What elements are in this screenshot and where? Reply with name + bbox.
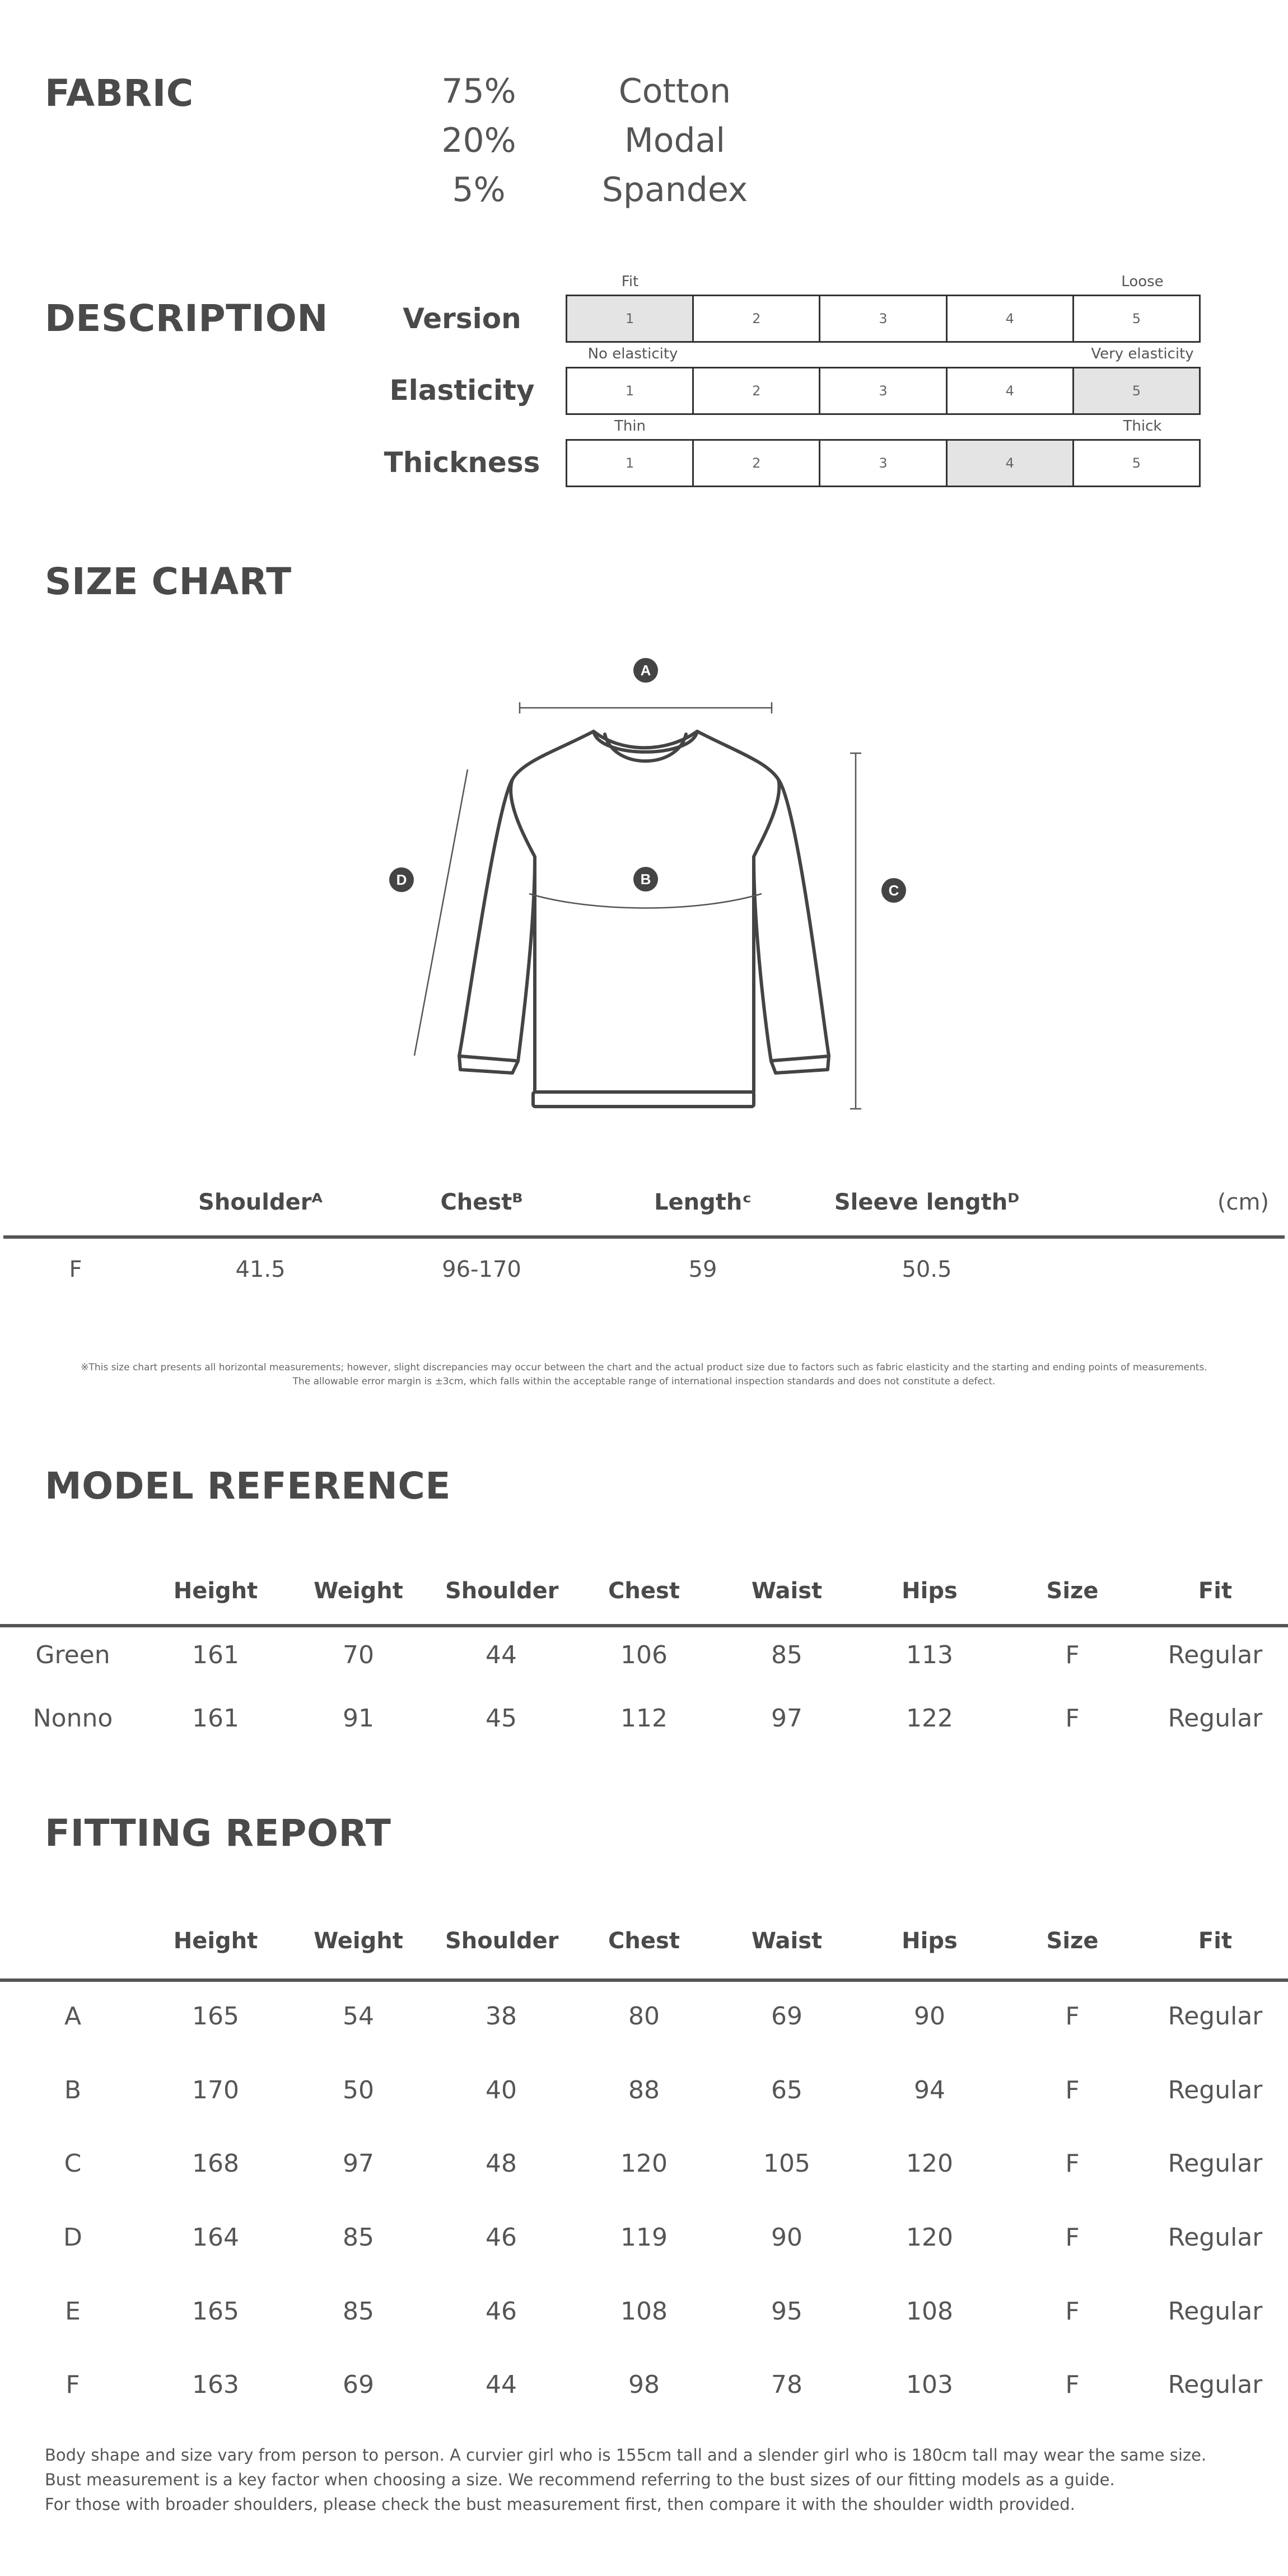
model-value: Regular bbox=[1168, 1641, 1263, 1669]
fitting-value: 164 bbox=[192, 2223, 239, 2252]
fitting-value: 165 bbox=[192, 2297, 239, 2326]
fitting-value: 168 bbox=[192, 2149, 239, 2178]
scale-cell: 1 bbox=[567, 368, 694, 413]
version-scale bbox=[566, 295, 1201, 343]
scale-cell: 3 bbox=[820, 296, 947, 341]
scale-cell: 2 bbox=[694, 368, 820, 413]
fabric-item bbox=[0, 121, 1288, 170]
fitting-value: 170 bbox=[192, 2076, 239, 2104]
model-header: Fit bbox=[1198, 1578, 1233, 1604]
fitting-header: Chest bbox=[608, 1928, 680, 1954]
fabric-material: Spandex bbox=[601, 170, 748, 209]
fitting-value: 98 bbox=[628, 2370, 660, 2399]
elasticity-label: Elasticity bbox=[389, 374, 535, 407]
scale-cell: 4 bbox=[948, 296, 1074, 341]
scale-cell: 2 bbox=[694, 296, 820, 341]
model-name: Nonno bbox=[32, 1704, 113, 1733]
fitting-value: Regular bbox=[1168, 2297, 1263, 2326]
fitting-value: 120 bbox=[906, 2223, 953, 2252]
fabric-title: FABRIC bbox=[45, 72, 194, 115]
model-header: Weight bbox=[314, 1578, 403, 1604]
fitting-value: 85 bbox=[343, 2223, 374, 2252]
scale-cell-selected: 1 bbox=[567, 296, 694, 341]
scale-cell: 2 bbox=[694, 441, 820, 486]
size-header-shoulder: Shoulderᴬ bbox=[198, 1189, 323, 1215]
fitting-value: F bbox=[1065, 2370, 1080, 2399]
model-header: Hips bbox=[902, 1578, 958, 1604]
size-value: 41.5 bbox=[235, 1257, 286, 1282]
scale-right-label: Loose bbox=[1121, 273, 1164, 290]
fitting-value: 85 bbox=[343, 2297, 374, 2326]
fitting-value: 80 bbox=[628, 2002, 660, 2031]
model-reference-title: MODEL REFERENCE bbox=[45, 1464, 451, 1508]
fitting-value: 97 bbox=[343, 2149, 374, 2178]
sweater-diagram bbox=[0, 638, 1288, 1131]
fitting-value: 165 bbox=[192, 2002, 239, 2031]
fitting-value: 95 bbox=[771, 2297, 802, 2326]
size-chart-title: SIZE CHART bbox=[45, 560, 292, 603]
sweater-outline bbox=[459, 731, 829, 1107]
scale-left-label: Thin bbox=[614, 418, 646, 435]
scale-cell: 4 bbox=[948, 368, 1074, 413]
fitting-value: 105 bbox=[763, 2149, 810, 2178]
fitting-name: E bbox=[65, 2297, 81, 2326]
scale-left-label: No elasticity bbox=[587, 346, 678, 362]
fitting-value: 38 bbox=[486, 2002, 517, 2031]
fitting-value: F bbox=[1065, 2297, 1080, 2326]
fitting-header: Shoulder bbox=[445, 1928, 559, 1954]
fitting-value: F bbox=[1065, 2223, 1080, 2252]
size-note-line: ※This size chart presents all horizontal measurements; however, slight discrepancies may occur between the chart and the actual product size due to factors such as fabric elasticity and the starting and ending points of measurements. bbox=[81, 1362, 1207, 1373]
fitting-value: Regular bbox=[1168, 2149, 1263, 2178]
fitting-value: 119 bbox=[620, 2223, 668, 2252]
fitting-value: Regular bbox=[1168, 2002, 1263, 2031]
scale-cell: 5 bbox=[1132, 311, 1141, 326]
fitting-value: 90 bbox=[771, 2223, 802, 2252]
fitting-name: A bbox=[64, 2002, 82, 2031]
model-value: F bbox=[1065, 1704, 1080, 1733]
scale-right-label: Thick bbox=[1123, 418, 1162, 435]
model-value: 85 bbox=[771, 1641, 802, 1669]
size-value: 50.5 bbox=[902, 1257, 952, 1282]
measure-markers bbox=[389, 658, 906, 903]
fitting-value: 69 bbox=[343, 2370, 374, 2399]
fitting-value: 54 bbox=[343, 2002, 374, 2031]
size-header-chest: Chestᴮ bbox=[440, 1189, 523, 1215]
size-value: 59 bbox=[688, 1257, 717, 1282]
model-header: Size bbox=[1046, 1578, 1099, 1604]
size-table-rule bbox=[3, 1235, 1285, 1239]
description-title: DESCRIPTION bbox=[45, 297, 329, 340]
fitting-value: F bbox=[1065, 2076, 1080, 2104]
fitting-value: 90 bbox=[914, 2002, 945, 2031]
fitting-value: 65 bbox=[771, 2076, 802, 2104]
model-value: 45 bbox=[486, 1704, 517, 1733]
fitting-value: 44 bbox=[486, 2370, 517, 2399]
thickness-scale bbox=[566, 439, 1201, 487]
model-value: 106 bbox=[620, 1641, 668, 1669]
model-value: 97 bbox=[771, 1704, 802, 1733]
scale-cell-selected: 4 bbox=[948, 441, 1074, 486]
fitting-name: D bbox=[63, 2223, 82, 2252]
model-table-rule bbox=[0, 1624, 1288, 1627]
model-value: 91 bbox=[343, 1704, 374, 1733]
fitting-value: 108 bbox=[906, 2297, 953, 2326]
fitting-value: 88 bbox=[628, 2076, 660, 2104]
fabric-item bbox=[0, 170, 1288, 220]
fabric-percent: 75% bbox=[441, 72, 516, 111]
model-value: 161 bbox=[192, 1641, 239, 1669]
marker-b-label: B bbox=[640, 871, 651, 888]
marker-a-label: A bbox=[640, 662, 651, 679]
size-unit: (cm) bbox=[1217, 1189, 1270, 1215]
model-value: 113 bbox=[906, 1641, 953, 1669]
fitting-header: Hips bbox=[902, 1928, 958, 1954]
thickness-label: Thickness bbox=[384, 446, 540, 479]
fitting-value: Regular bbox=[1168, 2076, 1263, 2104]
marker-c-label: C bbox=[888, 882, 899, 899]
fitting-header: Fit bbox=[1198, 1928, 1233, 1954]
model-header: Shoulder bbox=[445, 1578, 559, 1604]
model-value: 112 bbox=[620, 1704, 668, 1733]
fitting-value: 103 bbox=[906, 2370, 953, 2399]
scale-cell: 5 bbox=[1132, 455, 1141, 471]
fitting-note: For those with broader shoulders, please check the bust measurement first, then compare it with the shoulder width provided. bbox=[45, 2495, 1075, 2514]
fitting-value: 120 bbox=[906, 2149, 953, 2178]
model-value: 44 bbox=[486, 1641, 517, 1669]
fitting-report-title: FITTING REPORT bbox=[45, 1812, 391, 1855]
fitting-header: Height bbox=[173, 1928, 258, 1954]
fitting-name: B bbox=[64, 2076, 82, 2104]
fitting-value: 46 bbox=[486, 2223, 517, 2252]
scale-right-label: Very elasticity bbox=[1091, 346, 1194, 362]
fitting-header: Waist bbox=[751, 1928, 823, 1954]
fitting-value: 94 bbox=[914, 2076, 945, 2104]
measure-lines bbox=[414, 702, 861, 1109]
model-value: 122 bbox=[906, 1704, 953, 1733]
fabric-item bbox=[0, 72, 1288, 121]
fitting-name: F bbox=[66, 2370, 80, 2399]
model-header: Waist bbox=[751, 1578, 823, 1604]
scale-cell: 1 bbox=[567, 441, 694, 486]
model-value: Regular bbox=[1168, 1704, 1263, 1733]
fitting-value: Regular bbox=[1168, 2370, 1263, 2399]
model-value: F bbox=[1065, 1641, 1080, 1669]
size-header-length: Lengthᶜ bbox=[654, 1189, 752, 1215]
fitting-note: Bust measurement is a key factor when choosing a size. We recommend referring to the bust sizes of our fitting models as a guide. bbox=[45, 2470, 1115, 2489]
size-row-label: F bbox=[69, 1257, 82, 1282]
measure-d-line bbox=[414, 769, 468, 1056]
marker-d-label: D bbox=[396, 871, 407, 888]
scale-cell: 3 bbox=[820, 368, 947, 413]
size-note-line: The allowable error margin is ±3cm, which falls within the acceptable range of international inspection standards and does not constitute a defect. bbox=[292, 1376, 996, 1387]
fitting-value: 48 bbox=[486, 2149, 517, 2178]
fitting-value: F bbox=[1065, 2002, 1080, 2031]
fabric-material: Modal bbox=[624, 121, 725, 160]
fitting-value: 108 bbox=[620, 2297, 668, 2326]
fitting-table-rule bbox=[0, 1978, 1288, 1982]
model-name: Green bbox=[35, 1641, 110, 1669]
fitting-value: 50 bbox=[343, 2076, 374, 2104]
fitting-value: 69 bbox=[771, 2002, 802, 2031]
fabric-percent: 20% bbox=[441, 121, 516, 160]
fitting-value: 163 bbox=[192, 2370, 239, 2399]
size-value: 96-170 bbox=[442, 1257, 521, 1282]
scale-cell: 3 bbox=[820, 441, 947, 486]
fitting-value: Regular bbox=[1168, 2223, 1263, 2252]
measure-b-line bbox=[529, 894, 762, 908]
fitting-header: Size bbox=[1046, 1928, 1099, 1954]
fitting-value: 40 bbox=[486, 2076, 517, 2104]
model-header: Height bbox=[173, 1578, 258, 1604]
fitting-header: Weight bbox=[314, 1928, 403, 1954]
scale-cell-selected: 5 bbox=[1074, 368, 1199, 413]
fabric-material: Cotton bbox=[618, 72, 731, 111]
fitting-value: 46 bbox=[486, 2297, 517, 2326]
fitting-value: F bbox=[1065, 2149, 1080, 2178]
model-value: 70 bbox=[343, 1641, 374, 1669]
elasticity-scale bbox=[566, 367, 1201, 415]
fitting-note: Body shape and size vary from person to person. A curvier girl who is 155cm tall and a slender girl who is 180cm tall may wear the same size. bbox=[45, 2446, 1207, 2465]
model-header: Chest bbox=[608, 1578, 680, 1604]
fitting-value: 120 bbox=[620, 2149, 668, 2178]
fitting-value: 78 bbox=[771, 2370, 802, 2399]
size-header-sleeve: Sleeve lengthᴰ bbox=[834, 1189, 1020, 1215]
version-label: Version bbox=[403, 302, 521, 335]
scale-left-label: Fit bbox=[621, 273, 639, 290]
fitting-name: C bbox=[64, 2149, 82, 2178]
fabric-percent: 5% bbox=[452, 170, 506, 209]
model-value: 161 bbox=[192, 1704, 239, 1733]
